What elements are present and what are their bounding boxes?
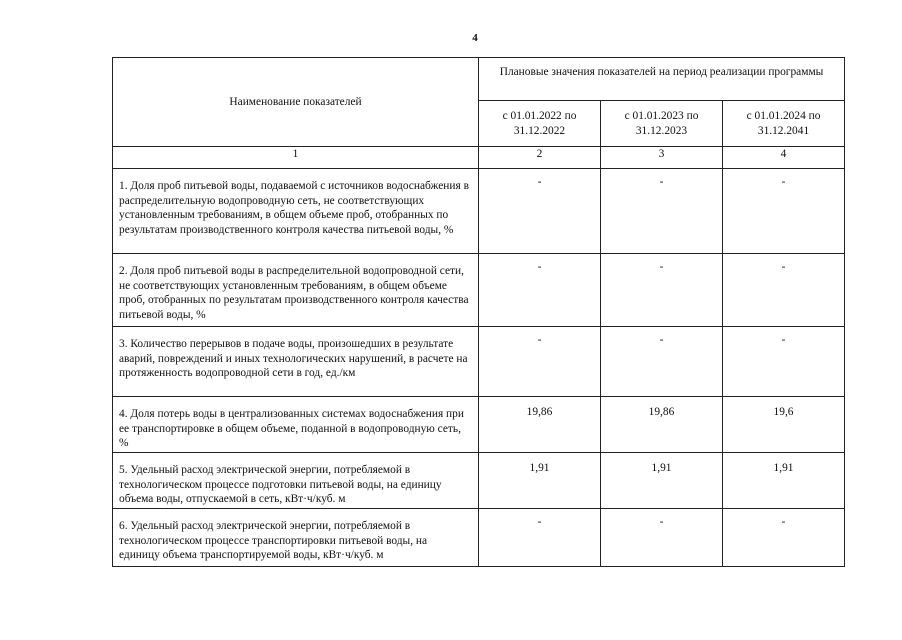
indicator-value: 1,91 [723,453,845,509]
column-number: 3 [601,147,723,169]
table-row [113,254,845,327]
indicator-value: - [723,254,845,327]
header-planned-values: Плановые значения показателей на период реализации программы [479,58,845,101]
indicator-value: 1,91 [601,453,723,509]
indicator-name: 1. Доля проб питьевой воды, подаваемой с источников водоснабжения в распределительную водопроводную сеть, не соответствующих установленным требованиям, в общем объеме проб, отобранных по результатам производственного контроля качества питьевой воды, % [113,169,479,254]
indicators-table [112,57,845,567]
indicator-value: 19,86 [479,397,601,453]
column-number: 1 [113,147,479,169]
column-number: 4 [723,147,845,169]
indicator-name: 3. Количество перерывов в подаче воды, произошедших в результате аварий, повреждений и иных технологических нарушений, в расчете на протяженность водопроводной сети в год, ед./км [113,327,479,397]
table-row [113,453,845,509]
header-indicator-name: Наименование показателей [113,58,479,147]
indicator-name: 4. Доля потерь воды в централизованных системах водоснабжения при ее транспортировке в общем объеме, поданной в водопроводную сеть, % [113,397,479,453]
indicator-value: - [601,169,723,254]
indicator-value: - [723,169,845,254]
header-period-2024-2041: с 01.01.2024 по 31.12.2041 [723,101,845,147]
indicator-name: 5. Удельный расход электрической энергии, потребляемой в технологическом процессе подготовки питьевой воды, на единицу объема воды, отпускаемой в сеть, кВт·ч/куб. м [113,453,479,509]
page-number: 4 [472,32,478,44]
indicator-value: - [479,509,601,567]
indicator-value: 1,91 [479,453,601,509]
column-number-row [113,147,845,169]
indicator-value: - [723,327,845,397]
header-period-2022: с 01.01.2022 по 31.12.2022 [479,101,601,147]
indicator-value: 19,86 [601,397,723,453]
indicator-value: 19,6 [723,397,845,453]
indicator-name: 6. Удельный расход электрической энергии, потребляемой в технологическом процессе транспортировки питьевой воды, на единицу объема транспортируемой воды, кВт·ч/куб. м [113,509,479,567]
indicator-value: - [723,509,845,567]
indicator-value: - [479,254,601,327]
indicator-value: - [479,327,601,397]
header-period-2023: с 01.01.2023 по 31.12.2023 [601,101,723,147]
table-row [113,169,845,254]
indicator-value: - [601,509,723,567]
indicator-value: - [601,327,723,397]
table-row [113,509,845,567]
indicator-value: - [479,169,601,254]
table-row [113,327,845,397]
header-row [113,58,845,101]
table-row [113,397,845,453]
indicator-value: - [601,254,723,327]
indicator-name: 2. Доля проб питьевой воды в распределительной водопроводной сети, не соответствующих установленным требованиям, в общем объеме проб, отобранных по результатам производственного контроля качества питьевой воды, % [113,254,479,327]
column-number: 2 [479,147,601,169]
